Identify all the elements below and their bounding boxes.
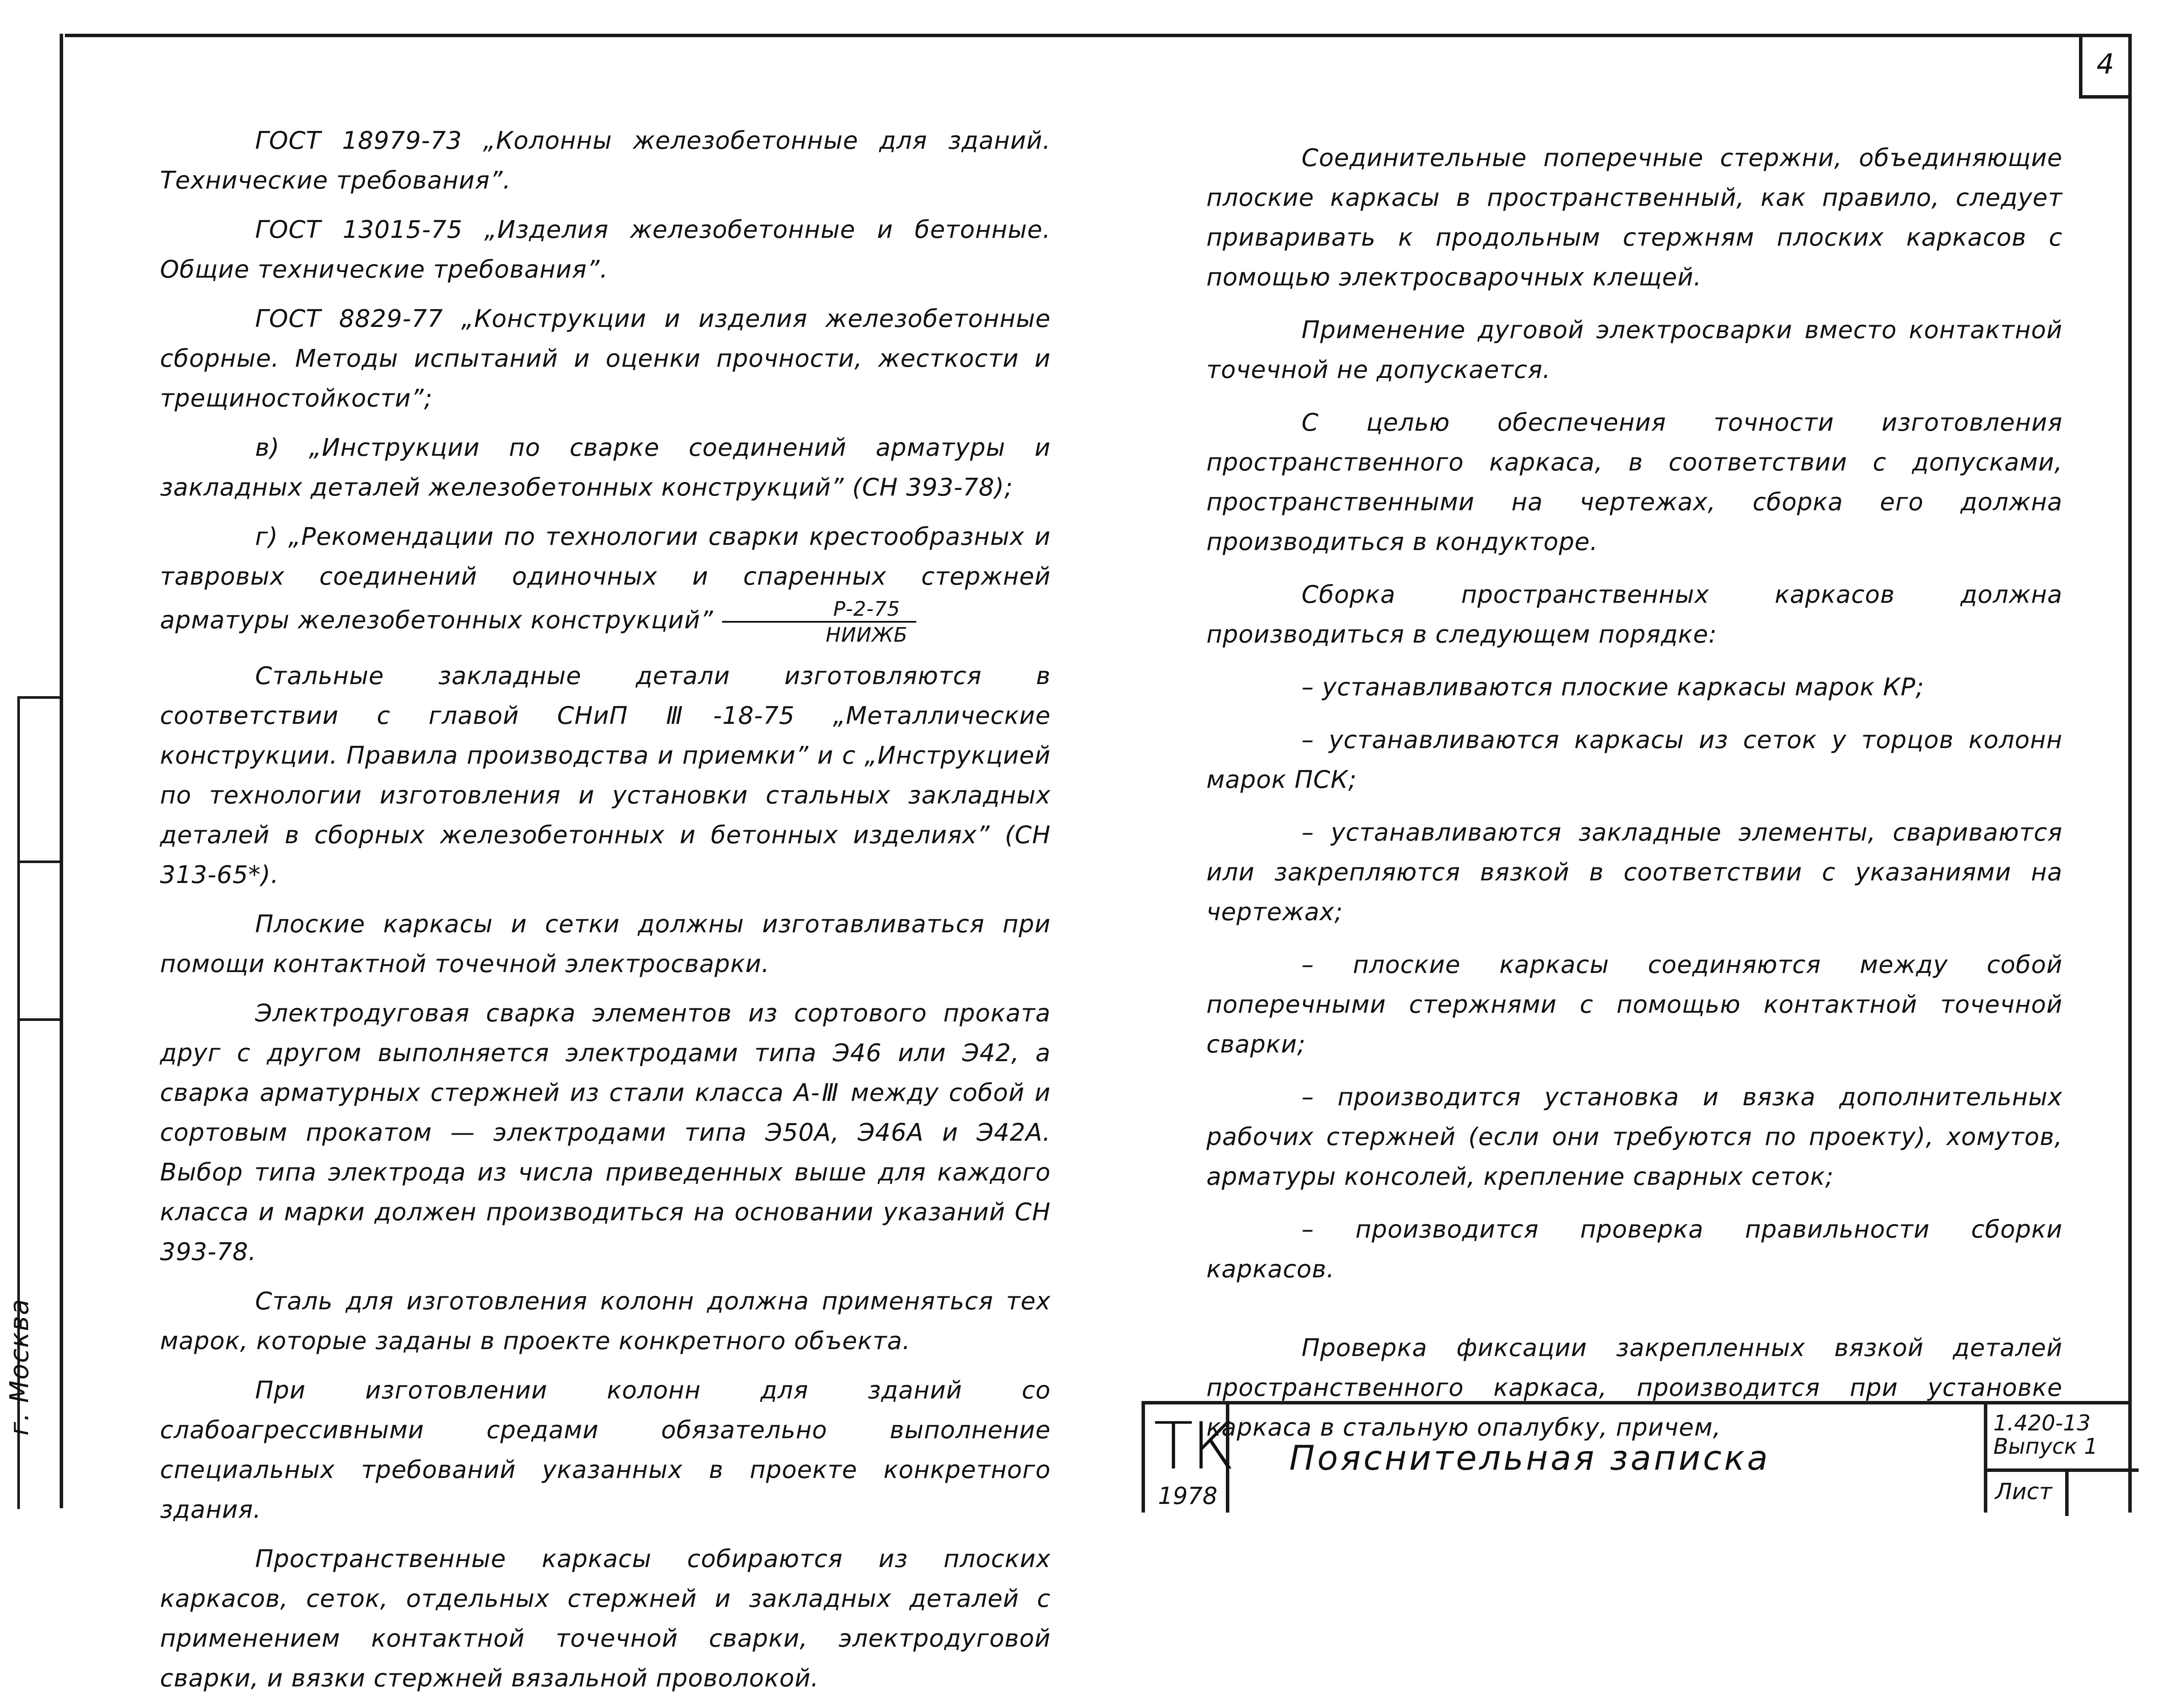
paragraph: ГОСТ 13015-75 „Изделия железобетонные и бетонные. Общие технические требования”. bbox=[160, 216, 1051, 284]
list-item: – производится проверка правильности сборки каркасов. bbox=[1206, 1215, 2063, 1283]
recommendation-text: г) „Рекомендации по технологии сварки крестообразных и тавровых соединений одиночных и спаренных стержней арматуры железобетонных конструкций” bbox=[160, 523, 1051, 635]
fraction-denominator: НИИЖБ bbox=[825, 623, 908, 646]
frame-left-border bbox=[60, 34, 63, 1508]
series-cell bbox=[1984, 1404, 2135, 1513]
paragraph: Сталь для изготовления колонн должна применяться тех марок, которые заданы в проекте конкретного объекта. bbox=[160, 1287, 1051, 1355]
year-label: 1978 bbox=[1158, 1482, 1218, 1510]
paragraph: При изготовлении колонн для зданий со слабоагрессивными средами обязательно выполнение специальных требований указанных в проекте конкретного здания. bbox=[160, 1376, 1051, 1524]
issue-label: Выпуск 1 bbox=[1993, 1434, 2098, 1459]
binding-tick bbox=[17, 860, 60, 863]
list-item: – плоские каркасы соединяются между собой поперечными стержнями с помощью контактной точечной сварки; bbox=[1206, 951, 2063, 1059]
paragraph: Стальные закладные детали изготовляются в соответствии с главой СНиП Ⅲ-18-75 „Металлические конструкции. Правила производства и приемки” и с „Инструкцией по технологии изготовления и установки стальных закладных деталей в сборных железобетонных и бетонных изделиях” (СН 313-65*). bbox=[160, 662, 1051, 889]
tk-stamp bbox=[1145, 1404, 1234, 1513]
city-label: г. Москва bbox=[4, 1298, 35, 1436]
paragraph: Соединительные поперечные стержни, объединяющие плоские каркасы в пространственный, как правило, следует приваривать к продольным стержням плоских каркасов с помощью электросварочных клещей. bbox=[1206, 144, 2063, 291]
paragraph: Применение дуговой электросварки вместо контактной точечной не допускается. bbox=[1206, 316, 2063, 384]
binding-tick bbox=[17, 1018, 60, 1021]
paragraph: ГОСТ 18979-73 „Колонны железобетонные для зданий. Технические требования”. bbox=[160, 127, 1051, 195]
document-title: Пояснительная записка bbox=[1289, 1439, 1771, 1478]
paragraph: Проверка фиксации закрепленных вязкой деталей пространственного каркаса, производится при установке каркаса в стальную опалубку, причем, bbox=[1206, 1334, 2063, 1442]
paragraph: Электродуговая сварка элементов из сортового проката друг с другом выполняется электродами типа Э46 или Э42, а сварка арматурных стержней из стали класса А-Ⅲ между собой и сортовым прокатом — электродами типа Э50А, Э46А и Э42А. Выбор типа электрода из числа приведенных выше для каждого класса и марки должен производиться на основании указаний СН 393-78. bbox=[160, 999, 1051, 1266]
right-column bbox=[1206, 138, 2063, 1461]
sheet-label: Лист bbox=[1995, 1479, 2052, 1505]
divider bbox=[1987, 1468, 2139, 1472]
left-column bbox=[160, 121, 1051, 1708]
series-code: 1.420-13 bbox=[1993, 1411, 2091, 1436]
paragraph: С целью обеспечения точности изготовления пространственного каркаса, в соответствии с допусками, пространственными на чертежах, сборка его должна производиться в кондукторе. bbox=[1206, 409, 2063, 556]
tk-logo: ТК bbox=[1154, 1409, 1234, 1484]
list-item: – производится установка и вязка дополнительных рабочих стержней (если они требуются по проекту), хомутов, арматуры консолей, крепление сварных сеток; bbox=[1206, 1083, 2063, 1191]
fraction-numerator: Р-2-75 bbox=[722, 597, 917, 623]
list-item: – устанавливаются плоские каркасы марок КР; bbox=[1302, 673, 1925, 701]
fraction bbox=[722, 597, 917, 647]
recommendation-paragraph bbox=[160, 517, 1051, 647]
paragraph: Плоские каркасы и сетки должны изготавливаться при помощи контактной точечной электросварки. bbox=[160, 910, 1051, 978]
list-item: – устанавливаются каркасы из сеток у торцов колонн марок ПСК; bbox=[1206, 726, 2063, 794]
binding-tick bbox=[17, 696, 60, 699]
paragraph: ГОСТ 8829-77 „Конструкции и изделия железобетонные сборные. Методы испытаний и оценки прочности, жесткости и трещиностойкости”; bbox=[160, 305, 1051, 413]
title-block bbox=[1142, 1401, 2132, 1513]
sheet-number: 4 bbox=[2079, 34, 2128, 99]
paragraph: Пространственные каркасы собираются из плоских каркасов, сеток, отдельных стержней и закладных деталей с применением контактной точечной сварки, электродуговой сварки, и вязки стержней вязальной проволокой. bbox=[160, 1545, 1051, 1692]
list-item: – устанавливаются закладные элементы, свариваются или закрепляются вязкой в соответствии с указаниями на чертежах; bbox=[1206, 819, 2063, 926]
paragraph: в) „Инструкции по сварке соединений арматуры и закладных деталей железобетонных конструкций” (СН 393-78); bbox=[160, 434, 1051, 502]
frame-top-border bbox=[65, 34, 2132, 37]
paragraph: Сборка пространственных каркасов должна производиться в следующем порядке: bbox=[1206, 581, 2063, 649]
divider bbox=[2065, 1468, 2069, 1516]
frame-right-border bbox=[2128, 34, 2132, 1513]
